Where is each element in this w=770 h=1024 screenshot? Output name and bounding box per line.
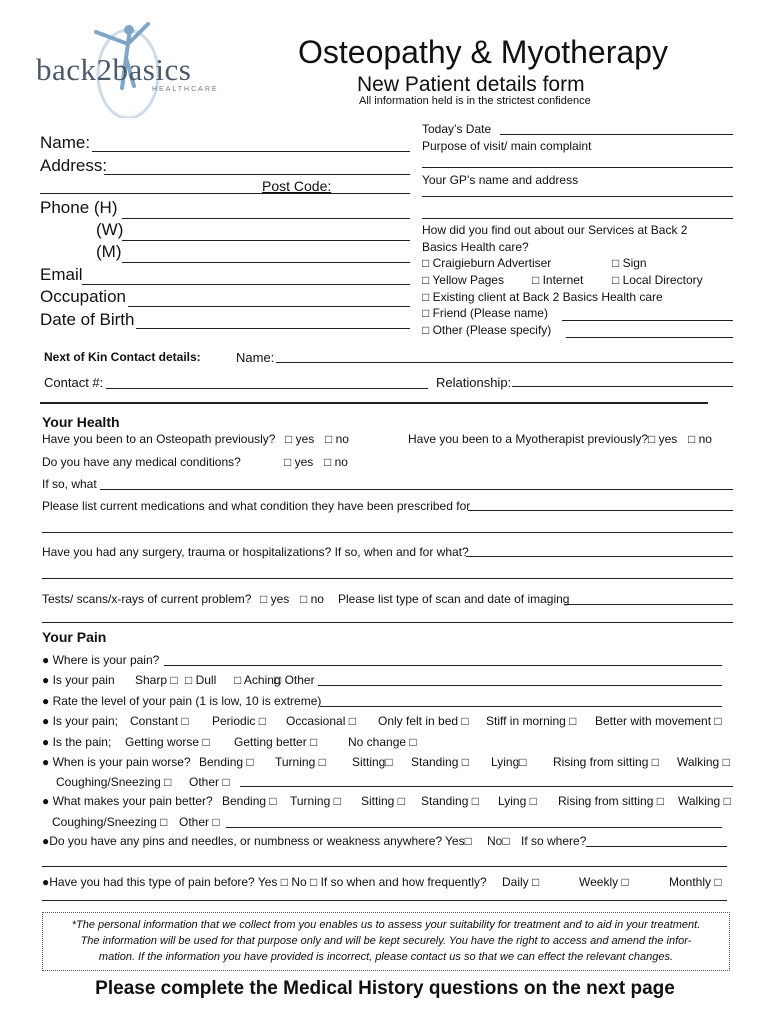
pain-dull[interactable]: □ Dull bbox=[185, 673, 217, 687]
medications-field-2[interactable] bbox=[42, 532, 733, 533]
pain-better-label: ● What makes your pain better? bbox=[42, 794, 213, 808]
worse-standing[interactable]: Standing □ bbox=[411, 755, 469, 769]
option-existing-client[interactable]: □ Existing client at Back 2 Basics Health care bbox=[422, 290, 663, 304]
osteo-no-checkbox[interactable]: □ no bbox=[325, 432, 349, 446]
pain-better[interactable]: Getting better □ bbox=[234, 735, 318, 749]
conditions-no-checkbox[interactable]: □ no bbox=[324, 455, 348, 469]
pain-type-label: ● Is your pain bbox=[42, 673, 115, 687]
kin-name-field[interactable] bbox=[276, 362, 733, 363]
address-label: Address: bbox=[40, 156, 108, 175]
pain-trend-label: ● Is the pain; bbox=[42, 735, 112, 749]
better-lying[interactable]: Lying □ bbox=[498, 794, 537, 808]
kin-contact-label: Contact #: bbox=[44, 375, 104, 390]
other-field[interactable] bbox=[566, 337, 733, 338]
osteo-yes-checkbox[interactable]: □ yes bbox=[285, 432, 315, 446]
worse-sitting[interactable]: Sitting□ bbox=[352, 755, 393, 769]
freq-weekly[interactable]: Weekly □ bbox=[579, 875, 629, 889]
worse-lying[interactable]: Lying□ bbox=[491, 755, 527, 769]
kin-name-label: Name: bbox=[236, 350, 275, 365]
address-field-2[interactable] bbox=[40, 193, 410, 194]
option-internet[interactable]: □ Internet bbox=[532, 273, 584, 287]
pain-only-bed[interactable]: Only felt in bed □ bbox=[378, 714, 469, 728]
occupation-field[interactable] bbox=[128, 306, 410, 307]
privacy-line-1: *The personal information that we collect from you enables us to assess your suitability for treatment and to aid in your treatment. bbox=[71, 919, 701, 931]
better-walking[interactable]: Walking □ bbox=[678, 794, 731, 808]
dob-field[interactable] bbox=[136, 328, 410, 329]
pain-where-label: ● Where is your pain? bbox=[42, 653, 160, 667]
conditions-yes-checkbox[interactable]: □ yes bbox=[284, 455, 314, 469]
pins-yes-checkbox[interactable]: Yes□ bbox=[445, 834, 472, 848]
option-craigieburn[interactable]: □ Craigieburn Advertiser bbox=[422, 256, 552, 270]
confidentiality-note: All information held is in the strictest confidence bbox=[359, 95, 591, 107]
privacy-notice bbox=[42, 912, 730, 971]
kin-relationship-label: Relationship: bbox=[436, 375, 512, 390]
ifso-label: If so, what bbox=[42, 477, 97, 491]
worse-other[interactable]: Other □ bbox=[189, 775, 230, 789]
myo-no-checkbox[interactable]: □ no bbox=[688, 432, 712, 446]
postcode-label: Post Code: bbox=[262, 178, 332, 194]
pain-worse-label: ● When is your pain worse? bbox=[42, 755, 191, 769]
myo-yes-checkbox[interactable]: □ yes bbox=[648, 432, 678, 446]
date-field[interactable] bbox=[500, 134, 733, 135]
occupation-label: Occupation bbox=[40, 287, 126, 306]
pain-before-question: ●Have you had this type of pain before? Yes □ No □ If so when and how frequently? bbox=[42, 875, 487, 889]
logo-sub: HEALTHCARE bbox=[152, 86, 219, 93]
pins-where-field[interactable] bbox=[586, 846, 727, 847]
tests-label: Tests/ scans/x-rays of current problem? bbox=[42, 592, 252, 606]
logo-brand: back2basics bbox=[36, 52, 192, 87]
pins-where-label: If so where? bbox=[521, 834, 587, 848]
better-other-field[interactable] bbox=[226, 827, 722, 828]
better-sitting[interactable]: Sitting □ bbox=[361, 794, 405, 808]
pain-better-movement[interactable]: Better with movement □ bbox=[595, 714, 722, 728]
worse-turning[interactable]: Turning □ bbox=[275, 755, 326, 769]
section-divider bbox=[40, 402, 708, 404]
better-turning[interactable]: Turning □ bbox=[290, 794, 341, 808]
worse-walking[interactable]: Walking □ bbox=[677, 755, 730, 769]
pain-rate-field[interactable] bbox=[320, 706, 722, 707]
pain-sharp[interactable]: Sharp □ bbox=[135, 673, 178, 687]
freq-monthly[interactable]: Monthly □ bbox=[669, 875, 722, 889]
pain-aching[interactable]: □ Aching bbox=[234, 673, 281, 687]
pain-heading: Your Pain bbox=[42, 629, 107, 645]
pins-no-checkbox[interactable]: No□ bbox=[487, 834, 510, 848]
kin-contact-field[interactable] bbox=[106, 388, 428, 389]
option-local-directory[interactable]: □ Local Directory bbox=[612, 273, 703, 287]
tests-no-checkbox[interactable]: □ no bbox=[300, 592, 324, 606]
imaging-field[interactable] bbox=[564, 604, 733, 605]
logo bbox=[36, 18, 219, 118]
pain-occasional[interactable]: Occasional □ bbox=[286, 714, 356, 728]
osteo-question: Have you been to an Osteopath previously? bbox=[42, 432, 276, 446]
medications-field[interactable] bbox=[468, 510, 733, 511]
page-subtitle: New Patient details form bbox=[357, 73, 585, 96]
footer-instruction: Please complete the Medical History questions on the next page bbox=[95, 978, 675, 999]
gp-label: Your GP’s name and address bbox=[422, 173, 579, 187]
name-label: Name: bbox=[40, 133, 91, 152]
address-field[interactable] bbox=[104, 174, 410, 175]
option-yellow-pages[interactable]: □ Yellow Pages bbox=[422, 273, 504, 287]
pain-stiff-morning[interactable]: Stiff in morning □ bbox=[486, 714, 577, 728]
phone-work-field[interactable] bbox=[122, 240, 410, 241]
tests-yes-checkbox[interactable]: □ yes bbox=[260, 592, 290, 606]
find-question-line1: How did you find out about our Services at Back 2 bbox=[422, 223, 688, 237]
option-other[interactable]: □ Other (Please specify) bbox=[422, 323, 552, 337]
medications-label: Please list current medications and what condition they have been prescribed for bbox=[42, 499, 471, 513]
phone-work-label: (W) bbox=[96, 220, 124, 239]
find-question-line2: Basics Health care? bbox=[422, 240, 529, 254]
option-sign[interactable]: □ Sign bbox=[612, 256, 647, 270]
phone-mobile-label: (M) bbox=[96, 242, 122, 261]
pain-other[interactable]: □ Other bbox=[274, 673, 315, 687]
better-standing[interactable]: Standing □ bbox=[421, 794, 479, 808]
conditions-question: Do you have any medical conditions? bbox=[42, 455, 241, 469]
imaging-label: Please list type of scan and date of imaging bbox=[338, 592, 570, 606]
gp-field[interactable] bbox=[422, 196, 733, 197]
purpose-field[interactable] bbox=[422, 167, 733, 168]
pain-no-change[interactable]: No change □ bbox=[348, 735, 417, 749]
email-field[interactable] bbox=[82, 284, 410, 285]
ifso-field[interactable] bbox=[100, 489, 733, 490]
date-label: Today’s Date bbox=[422, 122, 492, 136]
privacy-line-2: The information will be used for that purpose only and will be kept securely. You have the right to access and amend the infor- bbox=[80, 935, 692, 947]
phone-mobile-field[interactable] bbox=[122, 262, 410, 263]
pain-other-field[interactable] bbox=[318, 685, 722, 686]
pain-periodic[interactable]: Periodic □ bbox=[212, 714, 266, 728]
better-other[interactable]: Other □ bbox=[179, 815, 220, 829]
pins-question: ●Do you have any pins and needles, or numbness or weakness anywhere? bbox=[42, 834, 443, 848]
worse-other-field[interactable] bbox=[240, 786, 733, 787]
freq-daily[interactable]: Daily □ bbox=[502, 875, 540, 889]
surgery-field[interactable] bbox=[466, 556, 733, 557]
kin-label: Next of Kin Contact details: bbox=[44, 350, 201, 364]
option-friend[interactable]: □ Friend (Please name) bbox=[422, 306, 548, 320]
privacy-line-3: mation. If the information you have provided is incorrect, please contact us so that we can effect the relevant changes. bbox=[98, 951, 674, 963]
health-heading: Your Health bbox=[42, 414, 120, 430]
pain-constant[interactable]: Constant □ bbox=[130, 714, 189, 728]
surgery-field-2[interactable] bbox=[42, 578, 733, 579]
pain-where-field[interactable] bbox=[164, 665, 722, 666]
name-field[interactable] bbox=[92, 151, 410, 152]
pins-where-field-2[interactable] bbox=[42, 866, 727, 867]
phone-home-label: Phone (H) bbox=[40, 198, 118, 217]
surgery-label: Have you had any surgery, trauma or hospitalizations? If so, when and for what? bbox=[42, 545, 469, 559]
worse-rising[interactable]: Rising from sitting □ bbox=[553, 755, 659, 769]
imaging-field-2[interactable] bbox=[42, 622, 733, 623]
friend-field[interactable] bbox=[562, 320, 733, 321]
kin-relationship-field[interactable] bbox=[512, 386, 733, 387]
pain-rate-label: ● Rate the level of your pain (1 is low, 10 is extreme) bbox=[42, 694, 322, 708]
page-title: Osteopathy & Myotherapy bbox=[298, 34, 668, 70]
worse-coughing[interactable]: Coughing/Sneezing □ bbox=[56, 775, 172, 789]
myo-question: Have you been to a Myotherapist previously? bbox=[408, 432, 649, 446]
better-coughing[interactable]: Coughing/Sneezing □ bbox=[52, 815, 168, 829]
dob-label: Date of Birth bbox=[40, 310, 135, 329]
purpose-label: Purpose of visit/ main complaint bbox=[422, 139, 592, 153]
pain-before-field[interactable] bbox=[42, 900, 727, 901]
better-rising[interactable]: Rising from sitting □ bbox=[558, 794, 664, 808]
better-bending[interactable]: Bending □ bbox=[222, 794, 277, 808]
phone-home-field[interactable] bbox=[122, 218, 410, 219]
gp-field-2[interactable] bbox=[422, 218, 733, 219]
pain-worse[interactable]: Getting worse □ bbox=[125, 735, 210, 749]
worse-bending[interactable]: Bending □ bbox=[199, 755, 254, 769]
pain-frequency-label: ● Is your pain; bbox=[42, 714, 118, 728]
email-label: Email bbox=[40, 265, 83, 284]
